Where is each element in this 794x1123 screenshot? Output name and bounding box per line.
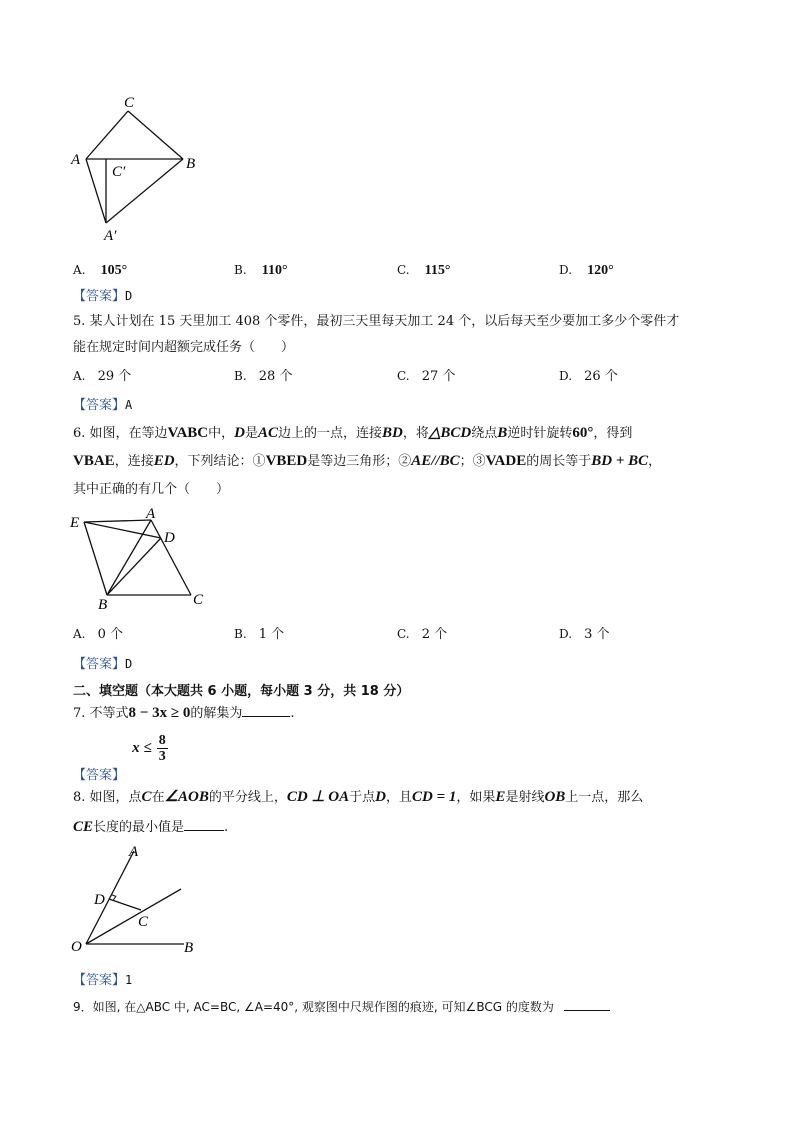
- option-value: 29 个: [97, 369, 132, 384]
- q8-math: CD = 1: [412, 789, 457, 805]
- q8-line2: [73, 818, 228, 837]
- q6-text: ，连接: [114, 454, 154, 469]
- answer-label: 【答案】: [73, 398, 126, 413]
- option-letter: B.: [234, 627, 247, 641]
- q8-math: OB: [544, 789, 566, 805]
- answer-value: 1: [125, 973, 133, 987]
- q6-math: AC: [258, 425, 279, 441]
- option-letter: D.: [559, 369, 573, 383]
- q6-math: AE//BC: [411, 453, 460, 469]
- option-letter: A.: [73, 627, 86, 641]
- q5-line2: 能在规定时间内超额完成任务（ ）: [73, 340, 295, 355]
- fig6-label-b: B: [98, 597, 108, 613]
- option-value: 105°: [100, 263, 128, 278]
- q7-text: .: [290, 706, 295, 721]
- q6-text: 的周长等于: [526, 454, 592, 469]
- q7-text: 的解集为: [190, 706, 243, 721]
- option-letter: A.: [73, 369, 86, 383]
- q8-text: ，且: [386, 790, 413, 805]
- option-value: 2 个: [421, 627, 448, 642]
- section-heading-fill-in: 二、填空题（本大题共 6 小题，每小题 3 分，共 18 分）: [73, 684, 410, 699]
- answer-label: 【答案】: [73, 768, 126, 783]
- q6-line3: 其中正确的有几个（ ）: [73, 482, 230, 497]
- q5-option-b[interactable]: [234, 367, 292, 386]
- q6-text: 中，: [208, 426, 235, 441]
- option-value: 26 个: [584, 369, 618, 384]
- q7-answer-blank[interactable]: [242, 704, 290, 717]
- q4-option-c[interactable]: [397, 259, 451, 279]
- option-value: 110°: [261, 263, 288, 278]
- q8-math: C: [141, 789, 152, 805]
- q8-math: CE: [73, 819, 94, 835]
- fig4-label-c: C: [124, 95, 135, 111]
- q4-option-d[interactable]: [559, 259, 614, 279]
- q5-option-c[interactable]: [397, 367, 455, 386]
- fig8-label-c: C: [138, 914, 149, 930]
- q6-option-b[interactable]: [234, 625, 284, 644]
- option-letter: B.: [234, 369, 247, 383]
- fig4-label-cprime: C′: [112, 164, 126, 180]
- q8-text: 上一点，那么: [565, 790, 644, 805]
- q6-math: VABC: [167, 425, 209, 441]
- q8-text: 的平分线上，: [208, 790, 287, 805]
- q8-math: D: [375, 789, 386, 805]
- q6-text: ，下列结论：①: [174, 454, 266, 469]
- q8-text: 8. 如图，点: [73, 790, 142, 805]
- q9-answer-blank[interactable]: [564, 998, 610, 1011]
- answer-value: D: [125, 289, 133, 303]
- option-letter: D.: [559, 627, 573, 641]
- q6-math: B: [497, 425, 508, 441]
- q6-text: 逆时针旋转: [507, 426, 573, 441]
- option-value: 3 个: [584, 627, 610, 642]
- answer-label: 【答案】: [73, 289, 126, 304]
- option-letter: C.: [397, 369, 410, 383]
- q5-answer: [73, 394, 132, 413]
- q8-text: 长度的最小值是: [93, 820, 185, 835]
- q8-text: 在: [151, 790, 165, 805]
- option-letter: B.: [234, 263, 247, 277]
- q6-text: 是: [244, 426, 258, 441]
- q7-inequality: 8 − 3x ≥ 0: [128, 705, 191, 721]
- q8-figure: [64, 838, 204, 958]
- q6-math: 60°: [572, 425, 594, 441]
- q5-option-d[interactable]: [559, 367, 618, 386]
- fig6-label-d: D: [164, 530, 175, 546]
- option-value: 28 个: [258, 369, 293, 384]
- fig8-label-o: O: [71, 939, 82, 955]
- q6-math: VADE: [485, 453, 527, 469]
- q6-text: ，: [648, 454, 662, 469]
- q8-answer-blank[interactable]: [184, 818, 224, 831]
- q9-line: [73, 998, 610, 1017]
- q6-line2: [73, 452, 661, 471]
- option-letter: D.: [559, 263, 573, 277]
- q5-option-a[interactable]: [73, 367, 131, 386]
- q7-text: 7. 不等式: [73, 706, 129, 721]
- q8-text: .: [224, 820, 229, 835]
- q6-math: BD + BC: [591, 453, 649, 469]
- q6-math: VBED: [265, 453, 308, 469]
- option-value: 27 个: [421, 369, 456, 384]
- q8-math: CD ⊥ OA: [286, 789, 350, 805]
- q6-text: ，得到: [593, 426, 633, 441]
- answer-value: D: [125, 657, 133, 671]
- option-letter: C.: [397, 627, 410, 641]
- option-value: 115°: [424, 263, 451, 278]
- answer-fraction: [157, 733, 168, 764]
- q7-answer-expression: [132, 733, 168, 764]
- fig4-label-b: B: [186, 156, 196, 172]
- q7-line: [73, 704, 294, 723]
- fig8-label-b: B: [184, 940, 194, 956]
- q6-math: VBAE: [73, 453, 115, 469]
- q6-option-a[interactable]: [73, 625, 123, 644]
- q6-option-d[interactable]: [559, 625, 610, 644]
- fraction-denominator: 3: [158, 749, 166, 764]
- q4-option-a[interactable]: [73, 259, 127, 279]
- answer-label: 【答案】: [73, 657, 126, 672]
- option-value: 0 个: [97, 627, 124, 642]
- option-letter: A.: [73, 263, 86, 277]
- q6-text: 边上的一点，连接: [278, 426, 383, 441]
- fig4-label-a: A: [71, 152, 81, 168]
- fig6-label-c: C: [193, 592, 204, 608]
- q7-answer: [73, 733, 168, 783]
- answer-variable: x ≤: [132, 740, 152, 756]
- fig6-label-a: A: [146, 506, 156, 522]
- q8-math: E: [495, 789, 506, 805]
- option-value: 1 个: [258, 627, 285, 642]
- q6-line1: [73, 424, 632, 443]
- q6-figure: [64, 503, 224, 613]
- fig6-label-e: E: [70, 515, 80, 531]
- q6-option-c[interactable]: [397, 625, 447, 644]
- q6-math: BD: [382, 425, 403, 441]
- q8-answer: [73, 969, 132, 988]
- q8-math: ∠AOB: [164, 789, 209, 805]
- answer-label: 【答案】: [73, 973, 126, 988]
- answer-value: A: [125, 398, 133, 412]
- q5-line1: 5. 某人计划在 15 天里加工 408 个零件，最初三天里每天加工 24 个，以后每天至少要加工多少个零件才: [73, 314, 680, 329]
- q6-text: ；③: [459, 454, 486, 469]
- q6-text: 6. 如图，在等边: [73, 426, 168, 441]
- fig4-label-aprime: A′: [104, 228, 117, 244]
- q4-figure: [60, 92, 220, 250]
- q9-text: 9．如图, 在△ABC 中, AC=BC, ∠A=40°, 观察图中尺规作图的痕迹, 可知∠BCG 的度数为: [73, 1000, 554, 1014]
- q4-answer: [73, 285, 132, 304]
- fig8-label-d-visible: D: [94, 892, 105, 908]
- q6-math: D: [234, 425, 245, 441]
- q6-text: ，将: [402, 426, 429, 441]
- q4-option-b[interactable]: [234, 259, 288, 279]
- q6-text: 绕点: [471, 426, 498, 441]
- q6-math: ED: [153, 453, 175, 469]
- fig8-label-a: A: [129, 844, 139, 860]
- q6-text: 是等边三角形；②: [307, 454, 412, 469]
- q6-math: △BCD: [428, 425, 472, 441]
- fraction-numerator: 8: [158, 733, 166, 748]
- q8-text: 于点: [349, 790, 376, 805]
- option-letter: C.: [397, 263, 410, 277]
- q8-text: 是射线: [505, 790, 545, 805]
- q6-answer: [73, 653, 132, 672]
- option-value: 120°: [587, 263, 614, 278]
- q8-text: ，如果: [456, 790, 496, 805]
- q8-line1: [73, 788, 643, 807]
